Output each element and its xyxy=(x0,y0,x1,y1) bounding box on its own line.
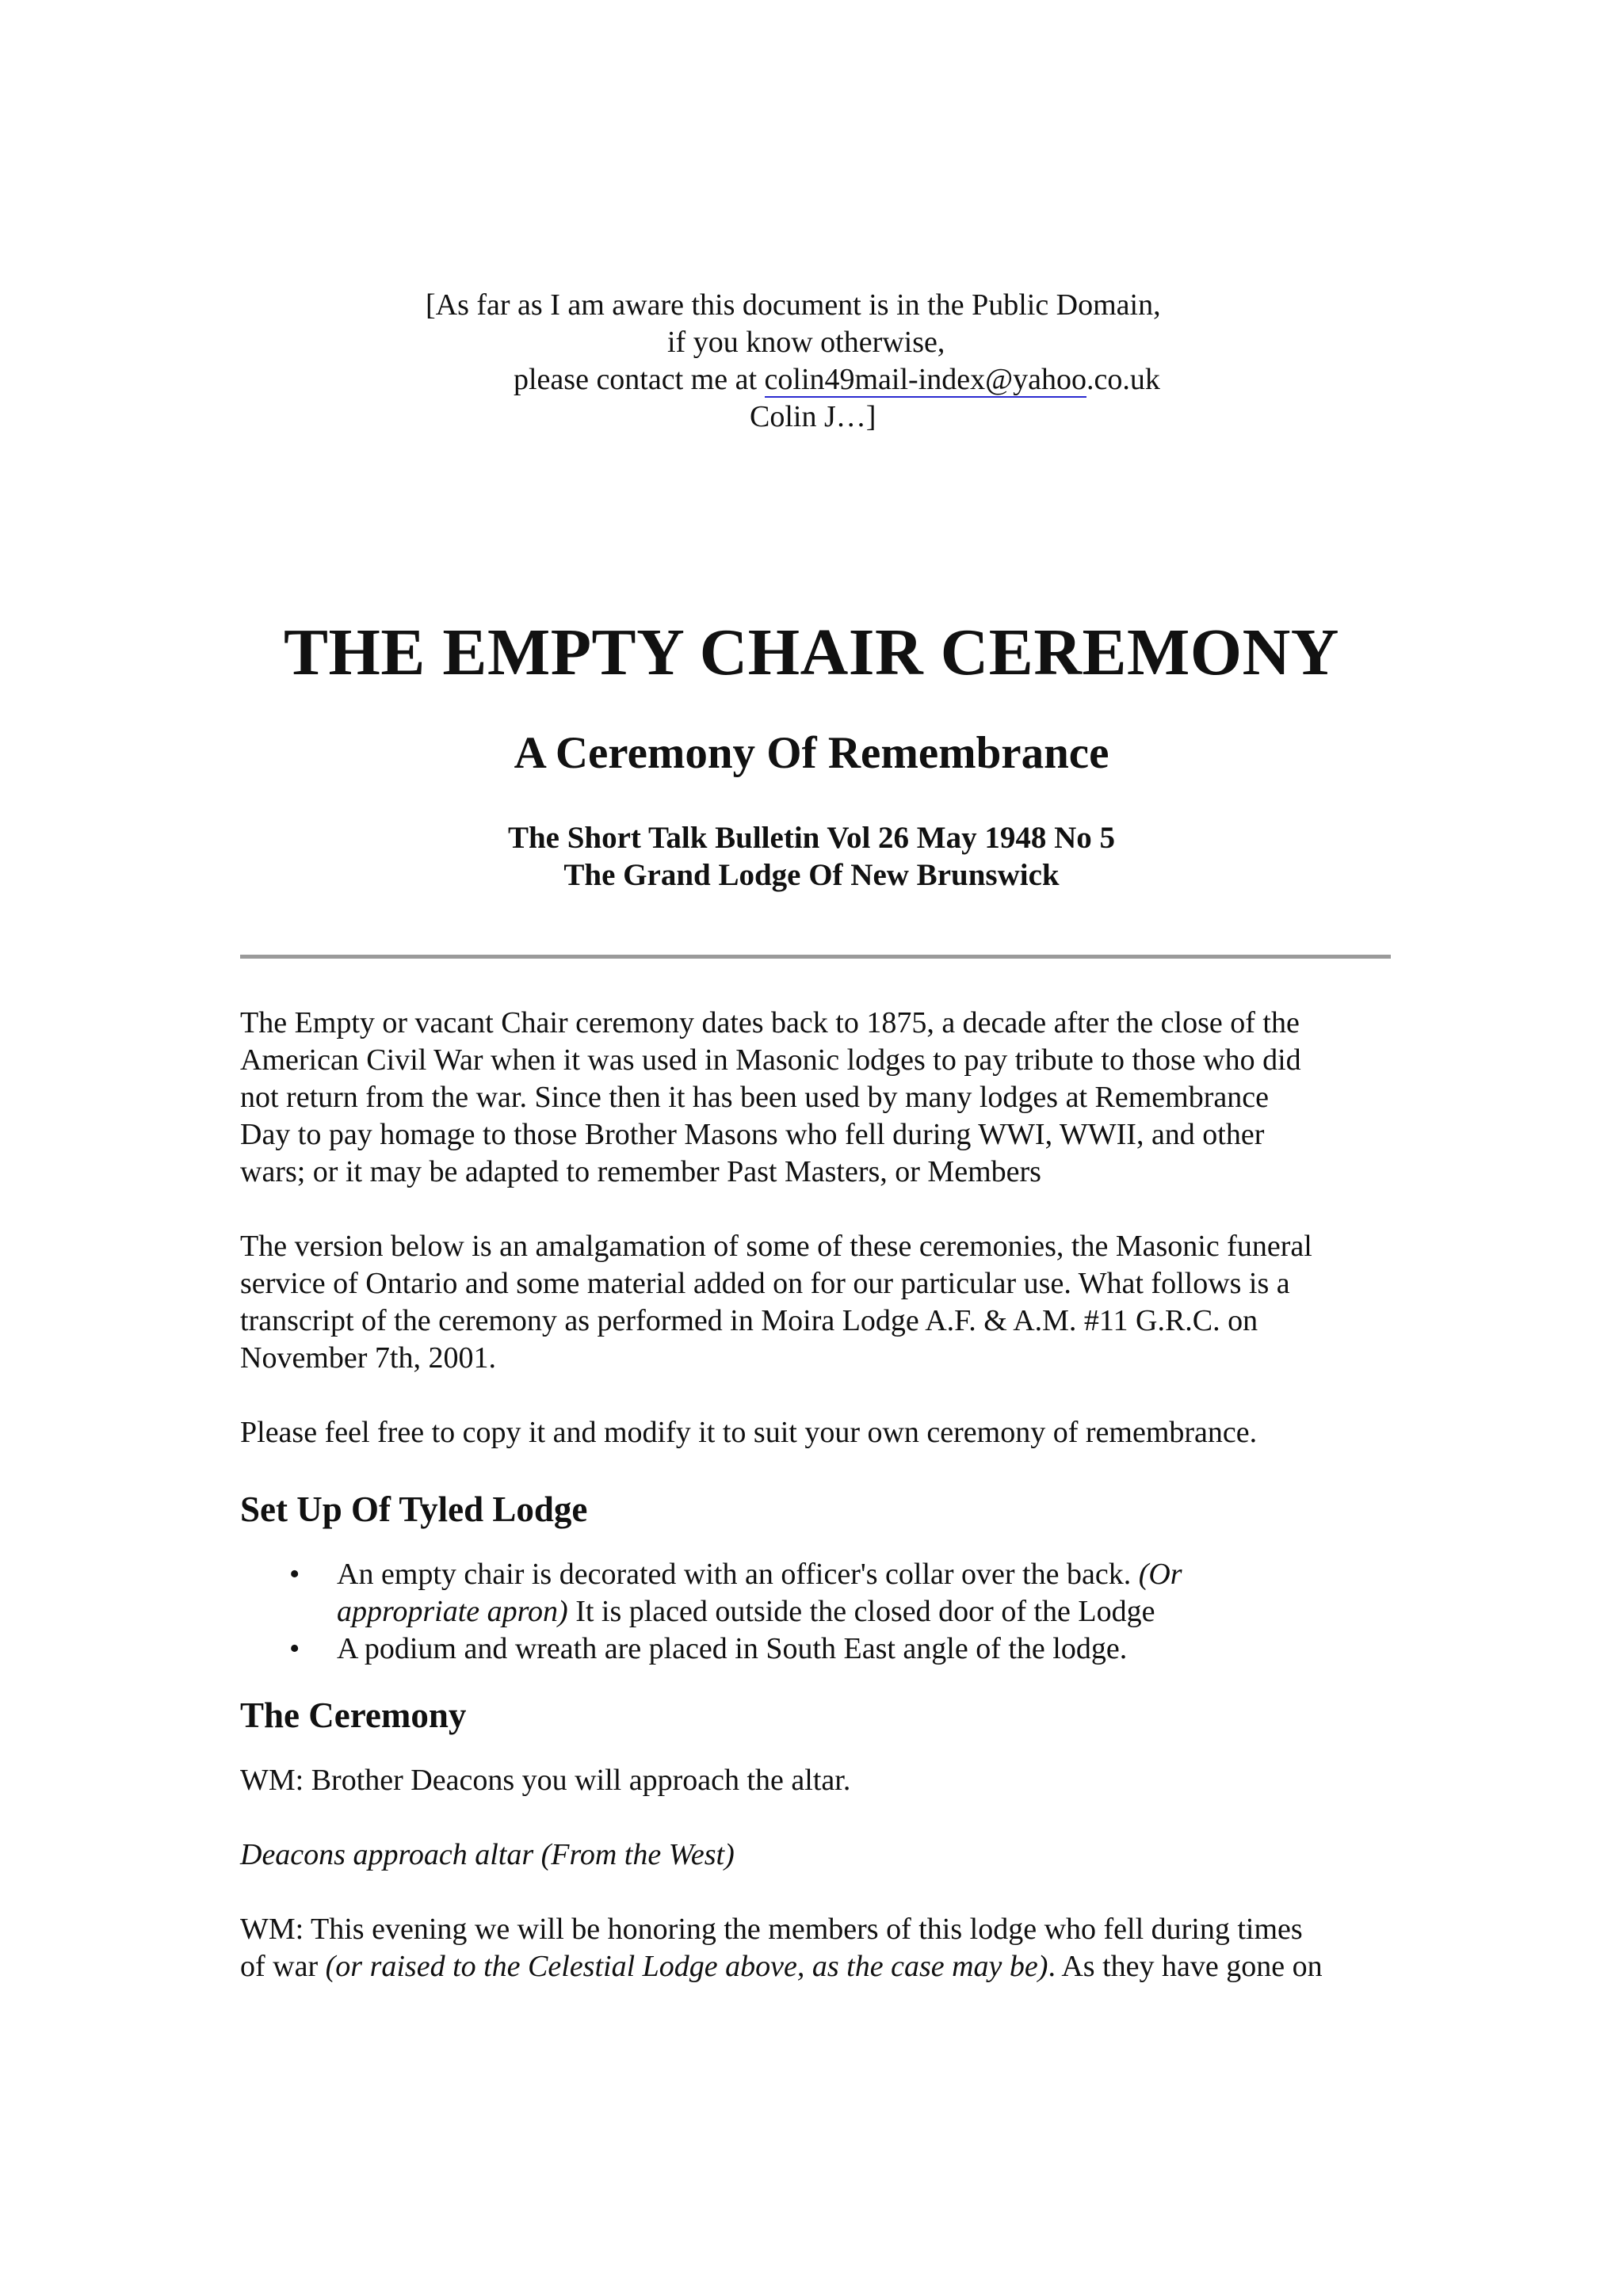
setup-list xyxy=(240,1556,1391,1668)
intro-paragraph-1 xyxy=(240,1005,1391,1191)
setup-item-1-line-1 xyxy=(337,1556,1391,1593)
email-link[interactable]: colin49mail-index@yahoo xyxy=(764,363,1086,396)
wm-line-2-a: WM: This evening we will be honoring the members of this lodge who fell during times xyxy=(240,1913,1303,1946)
document-title: THE EMPTY CHAIR CEREMONY xyxy=(284,616,1339,689)
stage-direction xyxy=(240,1836,1391,1874)
ceremony-wm-line-1: WM: Brother Deacons you will approach the altar. xyxy=(240,1764,851,1797)
intro-paragraph-2 xyxy=(240,1228,1391,1377)
intro-p1-line: wars; or it may be adapted to remember Past Masters, or Members xyxy=(240,1155,1041,1188)
bullet-icon: • xyxy=(289,1558,300,1591)
intro-p2-line: November 7th, 2001. xyxy=(240,1341,496,1375)
intro-p1-line: American Civil War when it was used in Masonic lodges to pay tribute to those who did xyxy=(240,1043,1301,1077)
intro-p1-line: Day to pay homage to those Brother Masons who fell during WWI, WWII, and other xyxy=(240,1118,1265,1151)
wm-line-2-b-italic: (or raised to the Celestial Lodge above, as the case may be) xyxy=(325,1950,1048,1983)
horizontal-divider xyxy=(240,955,1391,959)
ceremony-wm-line-2 xyxy=(240,1911,1391,1985)
intro-paragraph-3: Please feel free to copy it and modify it to suit your own ceremony of remembrance. xyxy=(240,1416,1258,1449)
notice-line-2: if you know otherwise, xyxy=(667,326,945,359)
document-subtitle: A Ceremony Of Remembrance xyxy=(514,728,1109,778)
stage-direction-text: Deacons approach altar (From the West) xyxy=(240,1838,735,1871)
notice-line-1: [As far as I am aware this document is in the Public Domain, xyxy=(426,288,1161,322)
wm-line-2-b-suffix: . As they have gone on xyxy=(1048,1950,1323,1983)
intro-p2-line: transcript of the ceremony as performed in Moira Lodge A.F. & A.M. #11 G.R.C. on xyxy=(240,1304,1258,1337)
intro-p2-line: The version below is an amalgamation of some of these ceremonies, the Masonic funeral xyxy=(240,1230,1312,1263)
setup-item-1-text-cont: It is placed outside the closed door of the Lodge xyxy=(567,1595,1155,1628)
wm-line-2-b xyxy=(240,1948,1391,1985)
public-domain-notice xyxy=(0,287,1623,436)
setup-heading: Set Up Of Tyled Lodge xyxy=(240,1489,588,1529)
setup-item-1-italic-cont: appropriate apron) xyxy=(337,1595,568,1628)
setup-item-1-text: An empty chair is decorated with an officer's collar over the back. xyxy=(337,1558,1139,1591)
setup-item-2-text: A podium and wreath are placed in South East angle of the lodge. xyxy=(337,1632,1128,1665)
list-item xyxy=(240,1556,1391,1630)
setup-item-1-italic: (Or xyxy=(1138,1558,1182,1591)
intro-p1-line: not return from the war. Since then it has been used by many lodges at Remembrance xyxy=(240,1081,1269,1114)
list-item xyxy=(240,1630,1391,1668)
notice-contact-prefix: please contact me at xyxy=(514,363,765,396)
source-grand-lodge: The Grand Lodge Of New Brunswick xyxy=(563,858,1060,892)
source-citation xyxy=(0,819,1623,894)
intro-p2-line: service of Ontario and some material added on for our particular use. What follows is a xyxy=(240,1267,1290,1300)
notice-signature: Colin J…] xyxy=(750,400,876,433)
ceremony-heading: The Ceremony xyxy=(240,1695,467,1735)
email-domain-suffix: .co.uk xyxy=(1086,363,1160,396)
source-bulletin: The Short Talk Bulletin Vol 26 May 1948 No 5 xyxy=(507,821,1116,855)
wm-line-2-b-prefix: of war xyxy=(240,1950,326,1983)
setup-item-1-line-2 xyxy=(337,1593,1391,1630)
bullet-icon: • xyxy=(289,1632,300,1665)
notice-line-3 xyxy=(514,361,1623,399)
document-body xyxy=(240,1005,1391,2023)
intro-p1-line: The Empty or vacant Chair ceremony dates back to 1875, a decade after the close of the xyxy=(240,1006,1300,1039)
